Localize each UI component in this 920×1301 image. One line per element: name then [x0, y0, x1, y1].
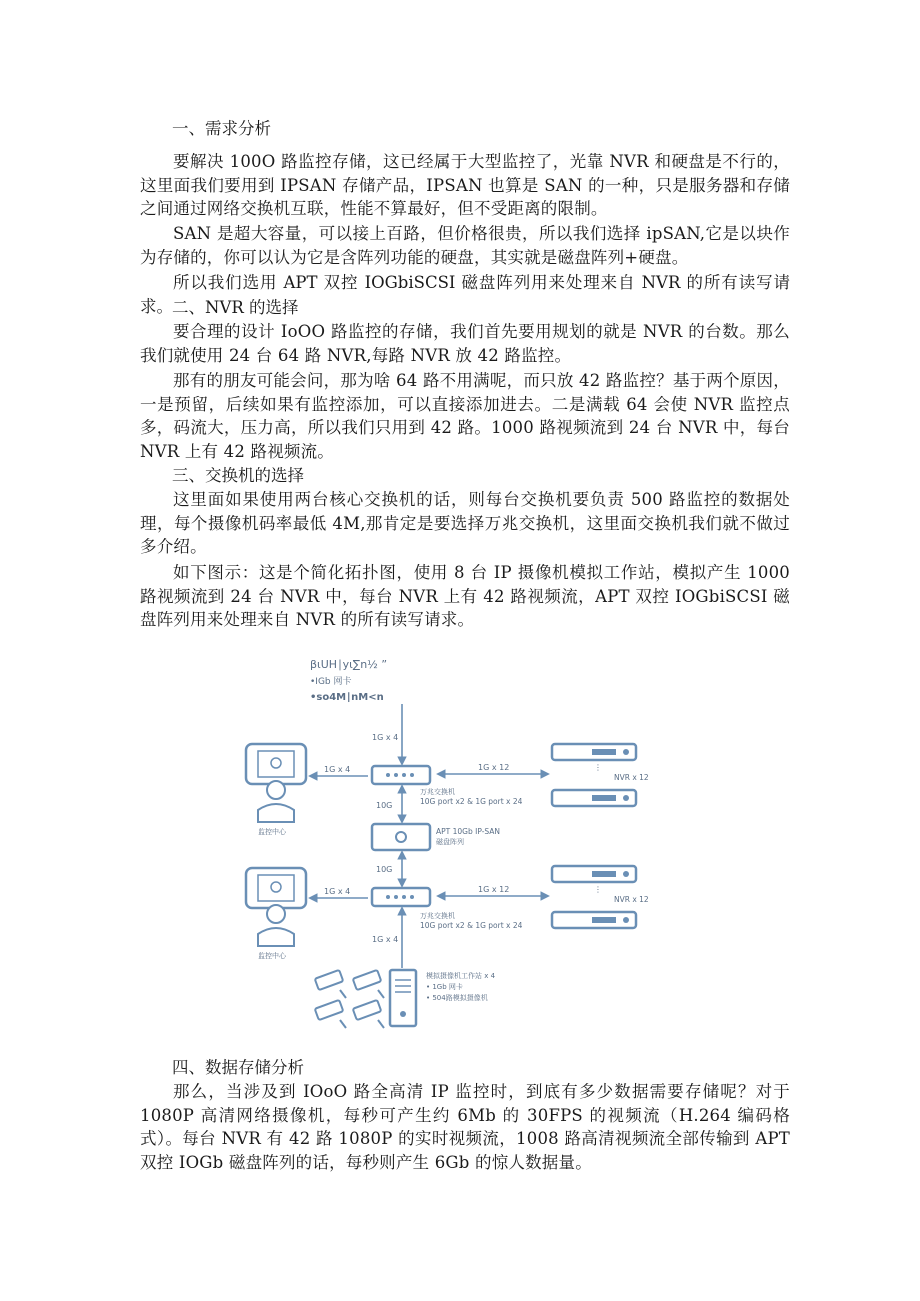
heading-storage: 四、数据存储分析: [172, 1058, 304, 1077]
link-label-right-upper: 1G x 12: [478, 763, 510, 772]
switch-upper-title: 万兆交换机: [420, 788, 455, 796]
paragraph: 这里面如果使用两台核心交换机的话，则每台交换机要负责 500 路监控的数据处理，每个摄像机码率最低 4M,那肯定是要选择万兆交换机，这里面交换机我们就不做过多介绍。: [140, 490, 790, 556]
paragraph: 所以我们选用 APT 双控 IOGbiSCSI 磁盘阵列用来处理来自 NVR 的所有读写请求。: [140, 273, 790, 316]
switch-lower-icon: [372, 888, 430, 906]
topology-diagram: [230, 652, 690, 1037]
workstation-tower-icon: [390, 970, 416, 1026]
link-label-10g-upper: 10G: [376, 801, 393, 810]
monitor-label-lower: 监控中心: [258, 952, 286, 960]
link-label-left-upper: 1G x 4: [324, 765, 351, 774]
nvr-icon: [552, 866, 636, 882]
paragraph: 要合理的设计 IoOO 路监控的存储，我们首先要用规划的就是 NVR 的台数。那么我们就使用 24 台 64 路 NVR,每路 NVR 放 42 路监控。: [140, 322, 790, 365]
heading-nvr: 二、NVR 的选择: [172, 298, 299, 317]
monitor-center-icon: [246, 868, 306, 946]
paragraph: 那么，当涉及到 IOoO 路全高清 IP 监控时，到底有多少数据需要存储呢？对于 1080P 高清网络摄像机，每秒可产生约 6Mb 的 30FPS 的视频流（H.264 编码格式）。每台 NVR 有 42 路 1080P 的实时视频流，1008 路高清视频流全部传输到 APT 双控 IOGb 磁盘阵列的话，每秒则产生 6Gb 的惊人数据量。: [140, 1082, 790, 1172]
link-label-top: 1G x 4: [372, 733, 399, 742]
heading-switch: 三、交换机的选择: [172, 466, 304, 485]
paragraph: 如下图示：这是个简化拓扑图，使用 8 台 IP 摄像机模拟工作站，模拟产生 1000 路视频流到 24 台 NVR 中，每台 NVR 上有 42 路视频流，APT 双控 IOGbiSCSI 磁盘阵列用来处理来自 NVR 的所有读写请求。: [140, 563, 790, 629]
nvr-count-lower: NVR x 12: [614, 895, 649, 904]
nvr-count-upper: NVR x 12: [614, 773, 649, 782]
workstation-line1: • 1Gb 网卡: [426, 983, 463, 991]
diagram-top-line2: •so4M∣nM<n: [310, 692, 384, 703]
diagram-top-title: βιUH∣yι∑n½ ”: [310, 658, 388, 671]
san-storage-icon: [372, 824, 430, 850]
monitor-label-upper: 监控中心: [258, 828, 286, 836]
vertical-ellipsis: ⋮: [594, 885, 602, 894]
diagram-top-line1: •IGb 网卡: [310, 677, 352, 687]
paragraph: 要解决 100O 路监控存储，这已经属于大型监控了，光靠 NVR 和硬盘是不行的，这里面我们要用到 IPSAN 存储产品，IPSAN 也算是 SAN 的一种，只是服务器和存储之间通过网络交换机互联，性能不算最好，但不受距离的限制。: [140, 152, 790, 218]
camera-group-icon: [315, 970, 384, 1028]
san-label-line2: 磁盘阵列: [436, 838, 464, 846]
link-label-left-lower: 1G x 4: [324, 887, 351, 896]
workstation-line2: • 504路模拟摄像机: [426, 994, 488, 1002]
workstation-title: 模拟摄像机工作站 x 4: [426, 972, 496, 980]
switch-lower-ports: 10G port x2 & 1G port x 24: [420, 921, 523, 930]
nvr-icon: [552, 912, 636, 928]
heading-requirements: 一、需求分析: [172, 119, 271, 138]
san-label-line1: APT 10Gb IP-SAN: [436, 827, 501, 836]
switch-upper-ports: 10G port x2 & 1G port x 24: [420, 797, 523, 806]
link-label-right-lower: 1G x 12: [478, 885, 510, 894]
link-label-bottom: 1G x 4: [372, 935, 399, 944]
switch-lower-title: 万兆交换机: [420, 912, 455, 920]
paragraph: SAN 是超大容量，可以接上百路，但价格很贵，所以我们选择 ipSAN,它是以块作为存储的，你可以认为它是含阵列功能的硬盘，其实就是磁盘阵列+硬盘。: [140, 224, 790, 267]
switch-upper-icon: [372, 766, 430, 784]
monitor-center-icon: [246, 744, 306, 822]
vertical-ellipsis: ⋮: [594, 763, 602, 772]
paragraph: 那有的朋友可能会问，那为啥 64 路不用满呢，而只放 42 路监控？基于两个原因，一是预留，后续如果有监控添加，可以直接添加进去。二是满载 64 会使 NVR 监控点多，码流大，压力高，所以我们只用到 42 路。1000 路视频流到 24 台 NVR 中，每台 NVR 上有 42 路视频流。: [140, 371, 790, 461]
nvr-icon: [552, 744, 636, 760]
link-label-10g-lower: 10G: [376, 865, 393, 874]
nvr-icon: [552, 790, 636, 806]
